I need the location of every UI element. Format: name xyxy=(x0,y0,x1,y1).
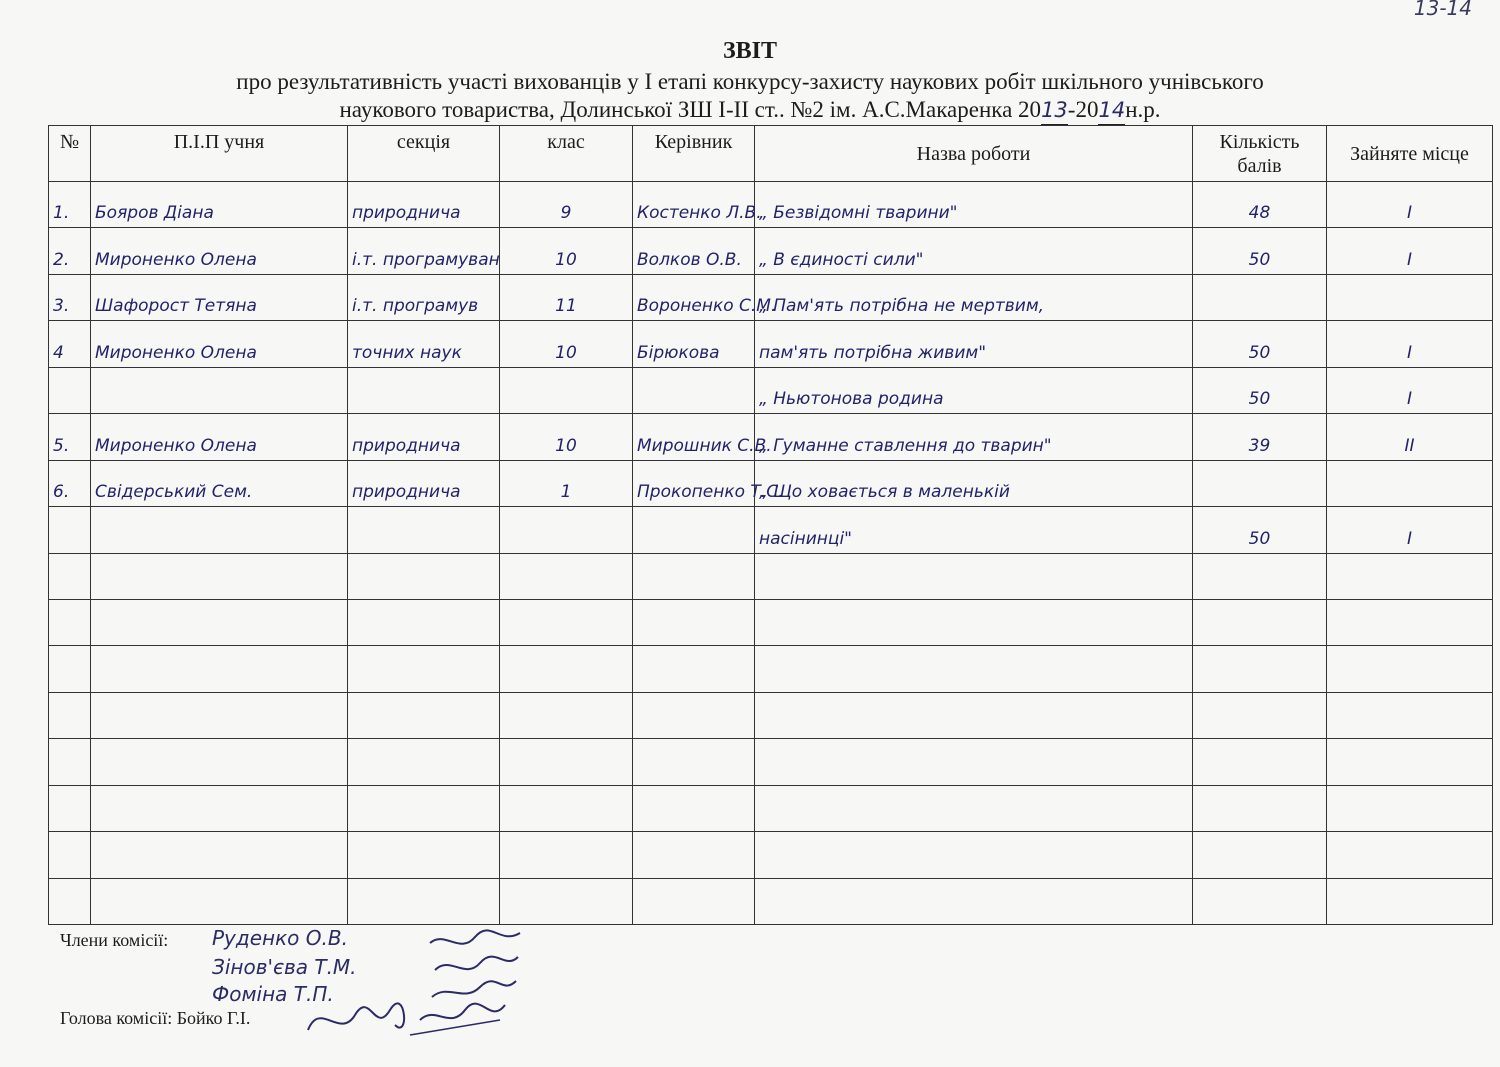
cell-name xyxy=(91,739,348,785)
cell-name xyxy=(91,832,348,878)
subtitle-line-2 xyxy=(0,96,1500,125)
subtitle-text-middle: -20 xyxy=(1067,97,1099,122)
cell-place xyxy=(1327,692,1493,738)
cell-num xyxy=(49,739,91,785)
cell-place xyxy=(1327,785,1493,831)
cell-score xyxy=(1193,599,1327,645)
cell-work: „ Гуманне ставлення до тварин" xyxy=(755,414,1193,460)
header-name: П.І.П учня xyxy=(91,126,348,182)
cell-section: і.т. програмув xyxy=(348,274,500,320)
cell-name xyxy=(91,553,348,599)
cell-score xyxy=(1193,553,1327,599)
cell-work: „ Ньютонова родина xyxy=(755,367,1193,413)
table-row xyxy=(49,460,1493,506)
cell-section: і.т. програмуван xyxy=(348,228,500,274)
table-row xyxy=(49,832,1493,878)
cell-num: 5. xyxy=(49,414,91,460)
cell-supervisor xyxy=(633,646,755,692)
head-label: Голова комісії: Бойко Г.І. xyxy=(60,1008,251,1028)
cell-work: „ Що ховається в маленькій xyxy=(755,460,1193,506)
table-row xyxy=(49,321,1493,367)
cell-grade xyxy=(500,878,633,924)
cell-num xyxy=(49,785,91,831)
cell-num: 1. xyxy=(49,182,91,228)
cell-work xyxy=(755,553,1193,599)
cell-supervisor: Прокопенко Т.С. xyxy=(633,460,755,506)
cell-section xyxy=(348,599,500,645)
cell-work: „ В єдиності сили" xyxy=(755,228,1193,274)
cell-num xyxy=(49,553,91,599)
member-2: Зінов'єва Т.М. xyxy=(212,955,357,979)
table-row xyxy=(49,507,1493,553)
year-start: 13 xyxy=(1041,96,1068,125)
members-label: Члени комісії: xyxy=(60,930,169,950)
header-num: № xyxy=(49,126,91,182)
cell-work xyxy=(755,832,1193,878)
corner-note: 13-14 xyxy=(1413,0,1472,20)
cell-num xyxy=(49,367,91,413)
member-1: Руденко О.В. xyxy=(212,926,348,950)
cell-place xyxy=(1327,878,1493,924)
cell-name xyxy=(91,878,348,924)
cell-score: 50 xyxy=(1193,321,1327,367)
cell-work xyxy=(755,785,1193,831)
cell-score xyxy=(1193,739,1327,785)
cell-work: „ Пам'ять потрібна не мертвим, xyxy=(755,274,1193,320)
cell-grade xyxy=(500,646,633,692)
cell-section xyxy=(348,739,500,785)
cell-section xyxy=(348,646,500,692)
table-row xyxy=(49,878,1493,924)
cell-section: природнича xyxy=(348,414,500,460)
cell-section xyxy=(348,832,500,878)
cell-grade: 10 xyxy=(500,414,633,460)
table-row xyxy=(49,182,1493,228)
header-grade: клас xyxy=(500,126,633,182)
cell-grade xyxy=(500,692,633,738)
cell-supervisor xyxy=(633,507,755,553)
cell-num xyxy=(49,832,91,878)
cell-name xyxy=(91,507,348,553)
cell-score xyxy=(1193,692,1327,738)
table-row xyxy=(49,692,1493,738)
subtitle-text-after: н.р. xyxy=(1125,97,1161,122)
header-work: Назва роботи xyxy=(755,126,1193,182)
cell-place xyxy=(1327,553,1493,599)
cell-supervisor: Вороненко С.М. xyxy=(633,274,755,320)
cell-name: Шафорост Тетяна xyxy=(91,274,348,320)
cell-score: 48 xyxy=(1193,182,1327,228)
cell-grade: 10 xyxy=(500,228,633,274)
cell-grade: 1 xyxy=(500,460,633,506)
cell-place: I xyxy=(1327,182,1493,228)
cell-name: Мироненко Олена xyxy=(91,321,348,367)
table-row xyxy=(49,739,1493,785)
member-3: Фоміна Т.П. xyxy=(212,982,334,1006)
cell-score xyxy=(1193,274,1327,320)
subtitle-text-before: наукового товариства, Долинської ЗШ І-ІІ ст.. №2 ім. А.С.Макаренка 20 xyxy=(339,97,1042,122)
report-title: ЗВІТ xyxy=(722,38,778,64)
cell-work xyxy=(755,599,1193,645)
table-body xyxy=(49,182,1493,925)
cell-supervisor: Бірюкова xyxy=(633,321,755,367)
cell-supervisor xyxy=(633,832,755,878)
cell-num xyxy=(49,692,91,738)
cell-grade xyxy=(500,553,633,599)
cell-grade: 11 xyxy=(500,274,633,320)
cell-supervisor: Волков О.В. xyxy=(633,228,755,274)
cell-place: I xyxy=(1327,228,1493,274)
cell-supervisor xyxy=(633,785,755,831)
table-header-row xyxy=(49,126,1493,182)
cell-num xyxy=(49,878,91,924)
cell-work: „ Безвідомні тварини" xyxy=(755,182,1193,228)
cell-num xyxy=(49,507,91,553)
table-row xyxy=(49,553,1493,599)
cell-place xyxy=(1327,274,1493,320)
subtitle-line-1: про результативність участі вихованців у І етапі конкурсу-захисту наукових робіт шкільного учнівського xyxy=(236,69,1264,94)
cell-name xyxy=(91,599,348,645)
cell-name: Мироненко Олена xyxy=(91,414,348,460)
cell-name: Бояров Діана xyxy=(91,182,348,228)
cell-section xyxy=(348,367,500,413)
cell-score xyxy=(1193,646,1327,692)
cell-name xyxy=(91,785,348,831)
cell-supervisor: Мирошник С.В. xyxy=(633,414,755,460)
cell-score: 50 xyxy=(1193,228,1327,274)
cell-grade xyxy=(500,507,633,553)
table-row xyxy=(49,785,1493,831)
table-row xyxy=(49,414,1493,460)
cell-grade xyxy=(500,599,633,645)
cell-score: 39 xyxy=(1193,414,1327,460)
cell-section: природнича xyxy=(348,460,500,506)
cell-place: I xyxy=(1327,321,1493,367)
cell-section xyxy=(348,785,500,831)
table-row xyxy=(49,646,1493,692)
head-signature xyxy=(300,990,510,1050)
cell-grade xyxy=(500,739,633,785)
cell-num xyxy=(49,599,91,645)
cell-place: I xyxy=(1327,507,1493,553)
cell-grade: 9 xyxy=(500,182,633,228)
cell-section: природнича xyxy=(348,182,500,228)
cell-work: пам'ять потрібна живим" xyxy=(755,321,1193,367)
cell-score xyxy=(1193,460,1327,506)
cell-grade xyxy=(500,367,633,413)
cell-name xyxy=(91,367,348,413)
header-section: секція xyxy=(348,126,500,182)
cell-section xyxy=(348,878,500,924)
cell-score xyxy=(1193,785,1327,831)
cell-grade xyxy=(500,832,633,878)
cell-section xyxy=(348,507,500,553)
cell-work xyxy=(755,646,1193,692)
cell-work xyxy=(755,878,1193,924)
table-row xyxy=(49,367,1493,413)
cell-name: Мироненко Олена xyxy=(91,228,348,274)
cell-section: точних наук xyxy=(348,321,500,367)
cell-score: 50 xyxy=(1193,367,1327,413)
cell-score: 50 xyxy=(1193,507,1327,553)
cell-supervisor: Костенко Л.В. xyxy=(633,182,755,228)
year-end: 14 xyxy=(1098,96,1125,125)
cell-place xyxy=(1327,646,1493,692)
cell-section xyxy=(348,553,500,599)
cell-score xyxy=(1193,878,1327,924)
cell-supervisor xyxy=(633,553,755,599)
cell-name xyxy=(91,646,348,692)
cell-work: насінинці" xyxy=(755,507,1193,553)
cell-place xyxy=(1327,832,1493,878)
header-supervisor: Керівник xyxy=(633,126,755,182)
cell-name xyxy=(91,692,348,738)
cell-supervisor xyxy=(633,599,755,645)
table-row xyxy=(49,228,1493,274)
header-place: Зайняте місце xyxy=(1327,126,1493,182)
cell-place: II xyxy=(1327,414,1493,460)
cell-place: I xyxy=(1327,367,1493,413)
cell-score xyxy=(1193,832,1327,878)
cell-work xyxy=(755,692,1193,738)
cell-name: Свідерський Сем. xyxy=(91,460,348,506)
cell-place xyxy=(1327,599,1493,645)
cell-work xyxy=(755,739,1193,785)
header-score: Кількість балів xyxy=(1193,126,1327,182)
cell-supervisor xyxy=(633,878,755,924)
cell-supervisor xyxy=(633,692,755,738)
results-table xyxy=(48,125,1493,925)
cell-section xyxy=(348,692,500,738)
cell-num: 3. xyxy=(49,274,91,320)
cell-grade: 10 xyxy=(500,321,633,367)
cell-grade xyxy=(500,785,633,831)
table-row xyxy=(49,599,1493,645)
cell-supervisor xyxy=(633,739,755,785)
cell-supervisor xyxy=(633,367,755,413)
cell-num xyxy=(49,646,91,692)
cell-place xyxy=(1327,460,1493,506)
cell-place xyxy=(1327,739,1493,785)
table-row xyxy=(49,274,1493,320)
cell-num: 2. xyxy=(49,228,91,274)
cell-num: 4 xyxy=(49,321,91,367)
cell-num: 6. xyxy=(49,460,91,506)
